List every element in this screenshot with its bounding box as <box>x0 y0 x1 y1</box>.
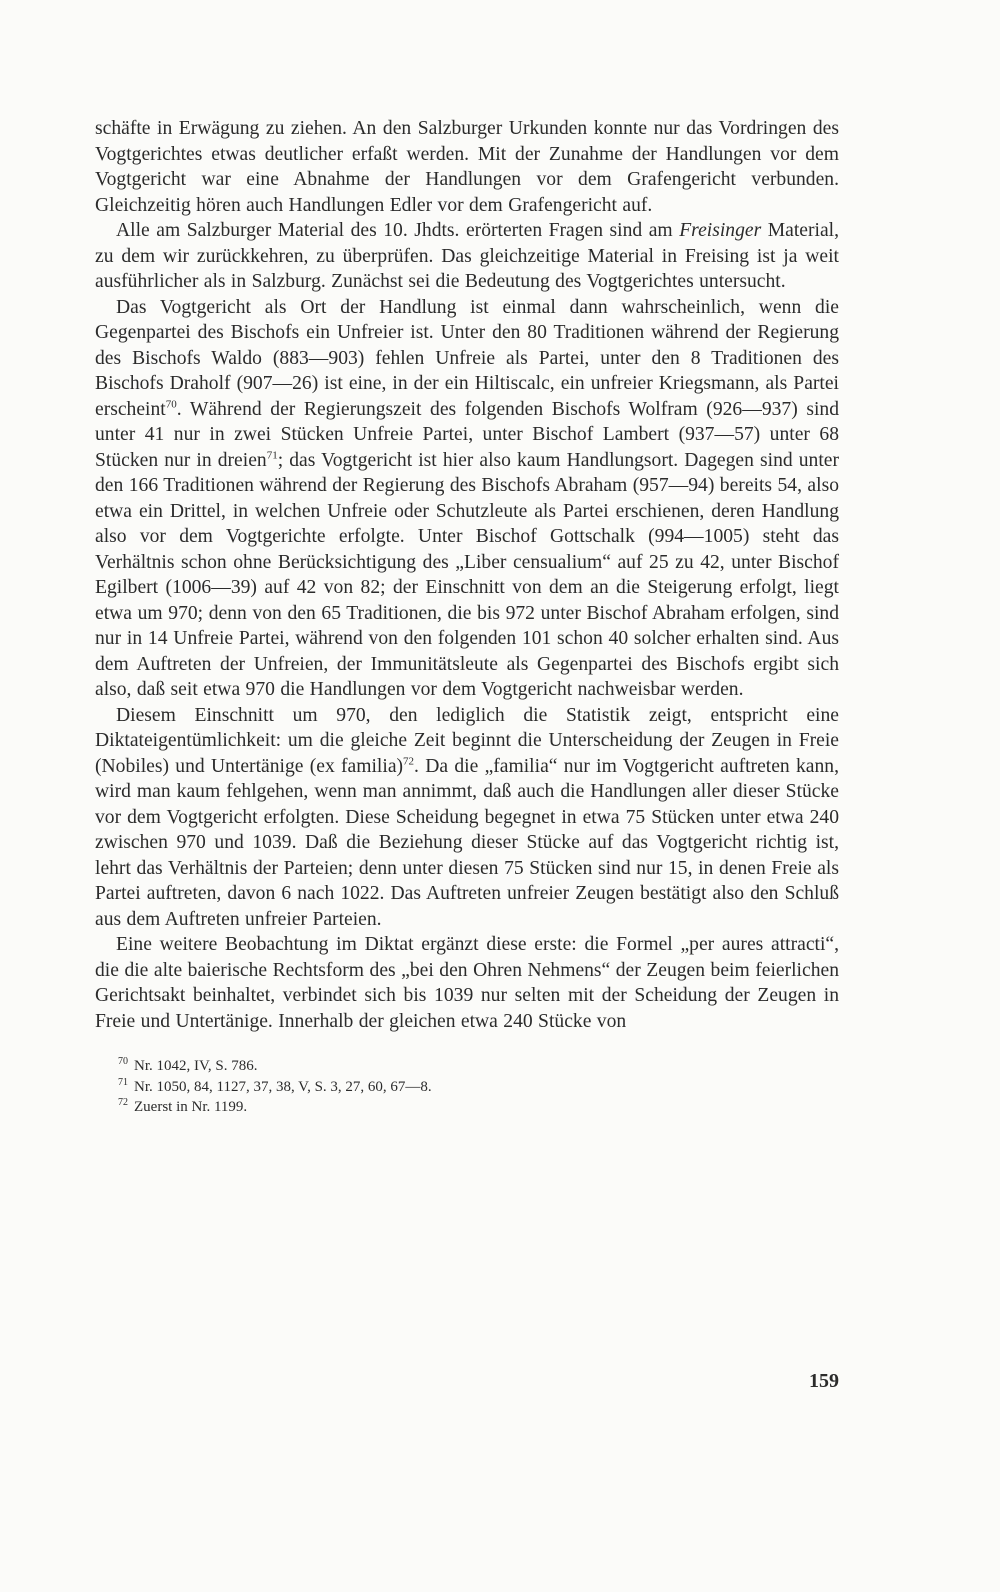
paragraph-4-text-a: Diesem Einschnitt um 970, den lediglich die Statistik zeigt, entspricht eine Diktateigentümlichkeit: um die gleiche Zeit beginnt die Unterscheidung der Zeugen in Freie (Nobiles) und Untertänige (ex familia) <box>95 704 839 777</box>
paragraph-1-text: schäfte in Erwägung zu ziehen. An den Salzburger Urkunden konnte nur das Vordringen des Vogtgerichtes etwas deutlicher erfaßt werden. Mit der Zunahme der Handlungen vor dem Vogtgericht war eine Abnahme der Handlungen vor dem Grafengericht verbunden. Gleichzeitig hören auch Handlungen Edler vor dem Grafengericht auf. <box>95 118 839 216</box>
page-body <box>95 116 839 1118</box>
paragraph-5-text: Eine weitere Beobachtung im Diktat ergänzt diese erste: die Formel „per aures attracti“, die die alte baierische Rechtsform des „bei den Ohren Nehmens“ der Zeugen beim feierlichen Gerichtsakt beinhaltet, verbindet sich bis 1039 nur selten mit der Scheidung der Zeugen in Freie und Untertänige. Innerhalb der gleichen etwa 240 Stücke von <box>95 934 839 1032</box>
page-number: 159 <box>809 1370 839 1392</box>
footnote-ref-70: 70 <box>165 397 177 410</box>
paragraph-2-italic: Freisinger <box>679 220 762 241</box>
paragraph-2-text-b: Material, zu dem wir zurückkehren, zu überprüfen. Das gleichzeitige Material in Freising ist ja weit ausführlicher als in Salzburg. Zunächst sei die Bedeutung des Vogtgerichtes untersucht. <box>95 220 839 292</box>
footnote-mark: 71 <box>118 1076 128 1088</box>
paragraph-4-text-b: . Da die „familia“ nur im Vogtgericht auftreten kann, wird man kaum fehlgehen, wenn man annimmt, daß auch die Handlungen aller dieser Stücke vor dem Vogtgericht erfolgten. Diese Scheidung begegnet in etwa 75 Stücken unter etwa 240 zwischen 970 und 1039. Daß die Beziehung dieser Stücke auf das Vogtgericht richtig ist, lehrt das Verhältnis der Parteien; denn unter diesen 75 Stücken sind nur 15, in denen Freie als Partei auftreten, davon 6 nach 1022. Das Auftreten unfreier Zeugen bestätigt also den Schluß aus dem Auftreten unfreier Parteien. <box>95 755 839 930</box>
paragraph-3-text-c: ; das Vogtgericht ist hier also kaum Handlungsort. Dagegen sind unter den 166 Traditionen während der Regierung des Bischofs Abraham (957—94) bereits 54, also etwa ein Drittel, in welchen Unfreie oder Schutzleute als Partei erschienen, deren Handlung also vor dem Vogtgerichte erfolgte. Unter Bischof Gottschalk (994—1005) steht das Verhältnis schon ohne Berücksichtigung des „Liber censualium“ auf 25 zu 42, unter Bischof Egilbert (1006—39) auf 42 von 82; der Einschnitt von dem an die Steigerung erfolgt, liegt etwa um 970; denn von den 65 Traditionen, die bis 972 unter Bischof Abraham erfolgen, sind nur in 14 Unfreie Partei, während von den folgenden 101 schon 40 solcher erhalten sind. Aus dem Auftreten der Unfreien, der Immunitätsleute als Gegenpartei des Bischofs ergibt sich also, daß seit etwa 970 die Handlungen vor dem Vogtgericht nachweisbar werden. <box>95 449 840 700</box>
footnote-ref-72: 72 <box>403 754 415 767</box>
paragraph-2 <box>95 218 839 295</box>
footnote-text: Nr. 1042, IV, S. 786. <box>134 1058 258 1074</box>
paragraph-3-text-b: . Während der Regierungszeit des folgenden Bischofs Wolfram (926—937) sind unter 41 nur in zwei Stücken Unfreie Partei, unter Bischof Lambert (937—57) unter 68 Stücken nur in dreien <box>95 398 839 471</box>
paragraph-2-text-a: Alle am Salzburger Material des 10. Jhdts. erörterten Fragen sind am <box>116 220 680 241</box>
paragraph-3 <box>95 295 839 703</box>
footnote-mark: 70 <box>118 1056 128 1067</box>
footnote-70 <box>118 1056 839 1077</box>
footnote-72 <box>118 1097 839 1118</box>
paragraph-4 <box>95 703 839 933</box>
paragraph-3-text-a: Das Vogtgericht als Ort der Handlung ist einmal dann wahrscheinlich, wenn die Gegenpartei des Bischofs ein Unfreier ist. Unter den 80 Traditionen während der Regierung des Bischofs Waldo (883—903) fehlen Unfreie als Partei, unter den 8 Traditionen des Bischofs Draholf (907—26) ist eine, in der ein Hiltiscalc, ein unfreier Kriegsmann, als Partei erscheint <box>95 296 839 420</box>
footnote-mark: 72 <box>118 1097 128 1108</box>
paragraph-5 <box>95 932 839 1034</box>
footnote-71 <box>118 1077 839 1098</box>
footnote-ref-71: 71 <box>266 448 278 461</box>
footnote-text: Zuerst in Nr. 1199. <box>134 1099 248 1115</box>
footnote-text: Nr. 1050, 84, 1127, 37, 38, V, S. 3, 27, 60, 67—8. <box>134 1078 432 1095</box>
footnotes <box>95 1056 839 1118</box>
paragraph-1 <box>95 116 839 218</box>
